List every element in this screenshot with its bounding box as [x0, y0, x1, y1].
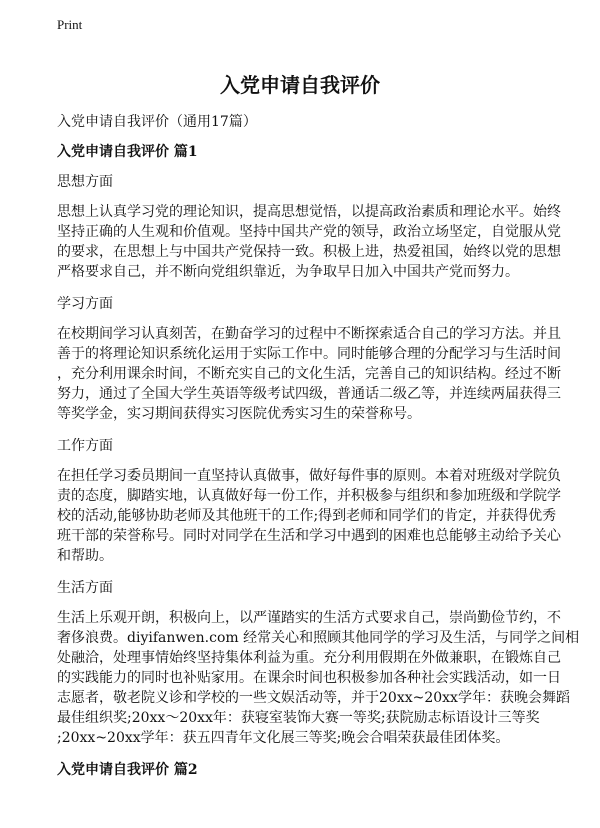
- text-line: 处融洽，处理事情始终坚持集体利益为重。充分利用假期在外做兼职，在锻炼自己: [57, 650, 561, 666]
- text-line: 在校期间学习认真刻苦，在勤奋学习的过程中不断探索适合自己的学习方法。并且: [57, 326, 561, 342]
- text-line: 在担任学习委员期间一直坚持认真做事，做好每件事的原则。本着对班级对学院负: [57, 468, 561, 484]
- text-line: 坚持正确的人生观和价值观。坚持中国共产党的领导，政治立场坚定，自觉服从党: [57, 224, 561, 240]
- text-line: 志愿者，敬老院义诊和学校的一些文娱活动等，并于20xx~20xx学年：获晚会舞蹈: [57, 690, 570, 706]
- article-heading-1: 入党申请自我评价 篇1: [57, 144, 198, 160]
- subtitle: 入党申请自我评价（通用17篇）: [57, 114, 257, 130]
- section-heading-study: 学习方面: [57, 296, 113, 312]
- text-line: 善于的将理论知识系统化运用于实际工作中。同时能够合理的分配学习与生活时间: [57, 346, 561, 362]
- text-line: 奢侈浪费。diyifanwen.com 经常关心和照顾其他同学的学习及生活，与同学之间相: [57, 630, 580, 646]
- text-line: 生活上乐观开朗，积极向上，以严谨踏实的生活方式要求自己，崇尚勤俭节约，不: [57, 610, 561, 626]
- text-line: 最佳组织奖;20xx～20xx年：获寝室装饰大赛一等奖;获院励志标语设计三等奖: [57, 710, 540, 726]
- text-line: 责的态度，脚踏实地，认真做好每一份工作，并积极参与组织和参加班级和学院学: [57, 488, 561, 504]
- article-heading-2: 入党申请自我评价 篇2: [57, 762, 198, 778]
- text-line: 的要求，在思想上与中国共产党保持一致。积极上进，热爱祖国，始终以党的思想: [57, 244, 561, 260]
- section-paragraph-study: [57, 324, 561, 424]
- text-line: ;20xx~20xx学年：获五四青年文化展三等奖;晚会合唱荣获最佳团体奖。: [57, 730, 510, 746]
- section-heading-life: 生活方面: [57, 580, 113, 596]
- print-link[interactable]: Print: [57, 17, 83, 32]
- text-line: 和帮助。: [57, 548, 113, 564]
- section-heading-work: 工作方面: [57, 438, 113, 454]
- text-line: 严格要求自己，并不断向党组织靠近，为争取早日加入中国共产党而努力。: [57, 264, 519, 280]
- text-line: 班干部的荣誉称号。同时对同学在生活和学习中遇到的困难也总能够主动给予关心: [57, 528, 561, 544]
- section-heading-thought: 思想方面: [57, 174, 113, 190]
- text-line: 的实践能力的同时也补贴家用。在课余时间也积极参加各种社会实践活动，如一日: [57, 670, 561, 686]
- section-paragraph-life: [57, 608, 580, 748]
- text-line: 努力，通过了全国大学生英语等级考试四级，普通话二级乙等，并连续两届获得三: [57, 386, 561, 402]
- page-title: 入党申请自我评价: [220, 73, 380, 97]
- text-line: 等奖学金，实习期间获得实习医院优秀实习生的荣誉称号。: [57, 406, 421, 422]
- text-line: ，充分利用课余时间，不断充实自己的文化生活，完善自己的知识结构。经过不断: [57, 366, 561, 382]
- text-line: 思想上认真学习党的理论知识，提高思想觉悟，以提高政治素质和理论水平。始终: [57, 204, 561, 220]
- section-paragraph-thought: [57, 202, 561, 282]
- section-paragraph-work: [57, 466, 561, 566]
- text-line: 校的活动,能够协助老师及其他班干的工作;得到老师和同学们的肯定，并获得优秀: [57, 508, 557, 524]
